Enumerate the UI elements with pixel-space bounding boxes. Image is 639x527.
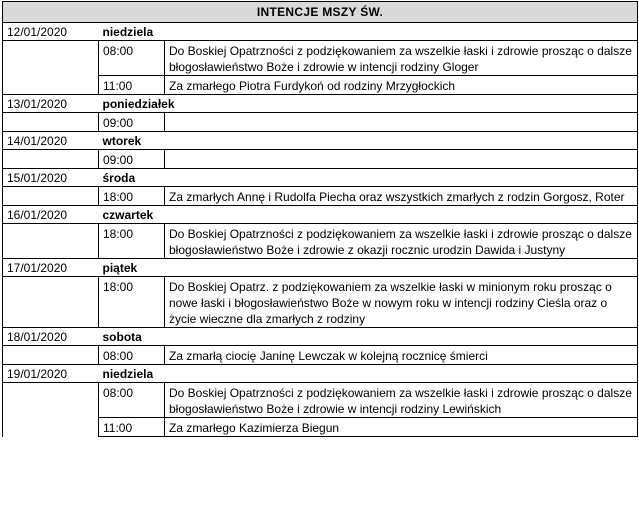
mass-row xyxy=(3,346,638,365)
empty-cell xyxy=(3,150,99,169)
empty-cell xyxy=(3,383,99,418)
day-date: 13/01/2020 xyxy=(3,95,99,113)
mass-time: 11:00 xyxy=(99,76,165,95)
mass-intention xyxy=(165,150,638,169)
day-row xyxy=(3,328,638,346)
day-row xyxy=(3,95,638,113)
mass-row xyxy=(3,418,638,437)
day-date: 15/01/2020 xyxy=(3,169,99,187)
mass-row xyxy=(3,277,638,328)
empty-cell xyxy=(3,113,99,132)
mass-row xyxy=(3,187,638,206)
mass-time: 09:00 xyxy=(99,113,165,132)
day-row xyxy=(3,365,638,383)
day-row xyxy=(3,132,638,150)
empty-cell xyxy=(3,346,99,365)
mass-row xyxy=(3,224,638,259)
mass-intention: Za zmarłego Piotra Furdykoń od rodziny Mrzygłockich xyxy=(165,76,638,95)
day-name: wtorek xyxy=(99,132,638,150)
day-name: piątek xyxy=(99,259,638,277)
mass-row xyxy=(3,76,638,95)
mass-intention: Do Boskiej Opatrzności z podziękowaniem za wszelkie łaski i zdrowie prosząc o dalsze błogosławieństwo Boże i zdrowie w intencji rodziny Lewińskich xyxy=(165,383,638,418)
day-name: niedziela xyxy=(99,23,638,41)
mass-time: 08:00 xyxy=(99,41,165,76)
day-row xyxy=(3,23,638,41)
day-name: czwartek xyxy=(99,206,638,224)
mass-intention: Do Boskiej Opatrzności z podziękowaniem za wszelkie łaski i zdrowie prosząc o dalsze błogosławieństwo Boże i zdrowie w intencji rodziny Gloger xyxy=(165,41,638,76)
day-name: niedziela xyxy=(99,365,638,383)
mass-intention: Do Boskiej Opatrzności z podziękowaniem za wszelkie łaski i zdrowie prosząc o dalsze błogosławieństwo Boże i zdrowie z okazji rocznic urodzin Dawida i Justyny xyxy=(165,224,638,259)
day-name: poniedziałek xyxy=(99,95,638,113)
mass-time: 18:00 xyxy=(99,277,165,328)
mass-intention: Za zmarłego Kazimierza Biegun xyxy=(165,418,638,437)
mass-row xyxy=(3,150,638,169)
day-date: 14/01/2020 xyxy=(3,132,99,150)
day-date: 19/01/2020 xyxy=(3,365,99,383)
table-title: INTENCJE MSZY ŚW. xyxy=(3,2,638,23)
mass-row xyxy=(3,383,638,418)
mass-intention: Za zmarłych Annę i Rudolfa Piecha oraz wszystkich zmarłych z rodzin Gorgosz, Roter xyxy=(165,187,638,206)
empty-cell xyxy=(3,277,99,328)
empty-cell xyxy=(3,418,99,437)
mass-intention xyxy=(165,113,638,132)
empty-cell xyxy=(3,187,99,206)
day-row xyxy=(3,259,638,277)
day-date: 18/01/2020 xyxy=(3,328,99,346)
title-row xyxy=(3,2,638,23)
mass-intention: Do Boskiej Opatrz. z podziękowaniem za wszelkie łaski w minionym roku prosząc o nowe łaski i błogosławieństwo Boże w nowym roku w intencji rodziny Cieśla oraz o życie wieczne dla zmarłych z rodziny xyxy=(165,277,638,328)
day-date: 16/01/2020 xyxy=(3,206,99,224)
day-row xyxy=(3,169,638,187)
mass-intentions-sheet xyxy=(2,1,637,437)
day-date: 17/01/2020 xyxy=(3,259,99,277)
mass-intentions-table xyxy=(2,1,638,437)
mass-time: 08:00 xyxy=(99,383,165,418)
day-row xyxy=(3,206,638,224)
day-date: 12/01/2020 xyxy=(3,23,99,41)
empty-cell xyxy=(3,41,99,76)
mass-row xyxy=(3,113,638,132)
mass-time: 11:00 xyxy=(99,418,165,437)
mass-time: 18:00 xyxy=(99,187,165,206)
mass-intention: Za zmarłą ciocię Janinę Lewczak w kolejną rocznicę śmierci xyxy=(165,346,638,365)
mass-time: 09:00 xyxy=(99,150,165,169)
day-name: sobota xyxy=(99,328,638,346)
mass-time: 08:00 xyxy=(99,346,165,365)
mass-time: 18:00 xyxy=(99,224,165,259)
table-body xyxy=(3,2,638,437)
empty-cell xyxy=(3,224,99,259)
day-name: środa xyxy=(99,169,638,187)
mass-row xyxy=(3,41,638,76)
empty-cell xyxy=(3,76,99,95)
